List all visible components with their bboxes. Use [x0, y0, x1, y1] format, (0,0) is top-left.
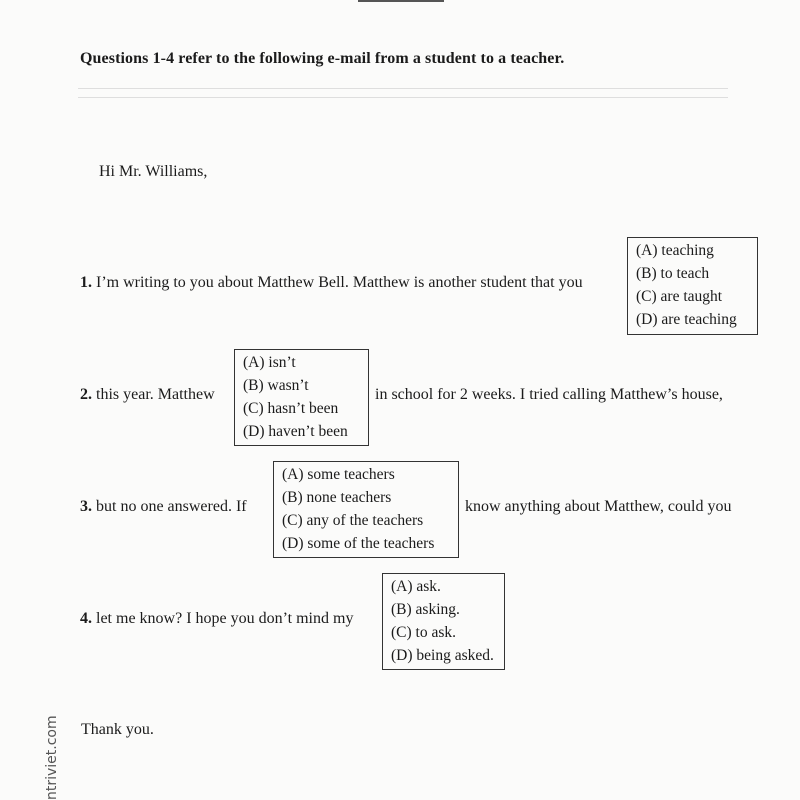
question-number: 2.	[80, 386, 92, 403]
question-4-line	[80, 610, 353, 628]
watermark-text: ntriviet.com	[44, 715, 60, 800]
question-2-options	[234, 349, 369, 446]
option-c[interactable]: (C) hasn’t been	[243, 400, 339, 417]
option-d[interactable]: (D) are teaching	[636, 311, 737, 328]
option-b[interactable]: (B) wasn’t	[243, 377, 309, 394]
question-4-options	[382, 573, 505, 670]
question-text-continued: know anything about Matthew, could you	[465, 498, 732, 515]
question-number: 4.	[80, 610, 92, 627]
option-c[interactable]: (C) are taught	[636, 288, 723, 305]
question-text-continued: in school for 2 weeks. I tried calling Matthew’s house,	[375, 386, 723, 403]
email-greeting: Hi Mr. Williams,	[99, 163, 208, 180]
option-a[interactable]: (A) isn’t	[243, 354, 296, 371]
question-2-line	[80, 386, 215, 404]
question-number: 1.	[80, 274, 92, 291]
option-c[interactable]: (C) any of the teachers	[282, 512, 424, 529]
question-1-options	[627, 237, 758, 335]
question-text: let me know? I hope you don’t mind my	[96, 610, 354, 627]
page-heading: Questions 1-4 refer to the following e-mail from a student to a teacher.	[80, 50, 565, 67]
option-b[interactable]: (B) to teach	[636, 265, 710, 282]
option-d[interactable]: (D) some of the teachers	[282, 535, 435, 552]
question-text: but no one answered. If	[96, 498, 247, 515]
question-3-options	[273, 461, 459, 558]
option-d[interactable]: (D) haven’t been	[243, 423, 348, 440]
option-b[interactable]: (B) asking.	[391, 601, 460, 618]
faint-rule	[78, 97, 728, 98]
question-text: I’m writing to you about Matthew Bell. Matthew is another student that you	[96, 274, 583, 291]
top-rule	[358, 0, 444, 2]
question-number: 3.	[80, 498, 92, 515]
option-c[interactable]: (C) to ask.	[391, 624, 457, 641]
option-a[interactable]: (A) ask.	[391, 578, 441, 595]
option-d[interactable]: (D) being asked.	[391, 647, 494, 664]
faint-rule	[78, 88, 728, 89]
option-a[interactable]: (A) teaching	[636, 242, 714, 259]
question-text: this year. Matthew	[96, 386, 215, 403]
option-a[interactable]: (A) some teachers	[282, 466, 395, 483]
question-1-line	[80, 274, 583, 292]
option-b[interactable]: (B) none teachers	[282, 489, 392, 506]
question-3-line	[80, 498, 247, 516]
email-closing: Thank you.	[81, 721, 154, 738]
